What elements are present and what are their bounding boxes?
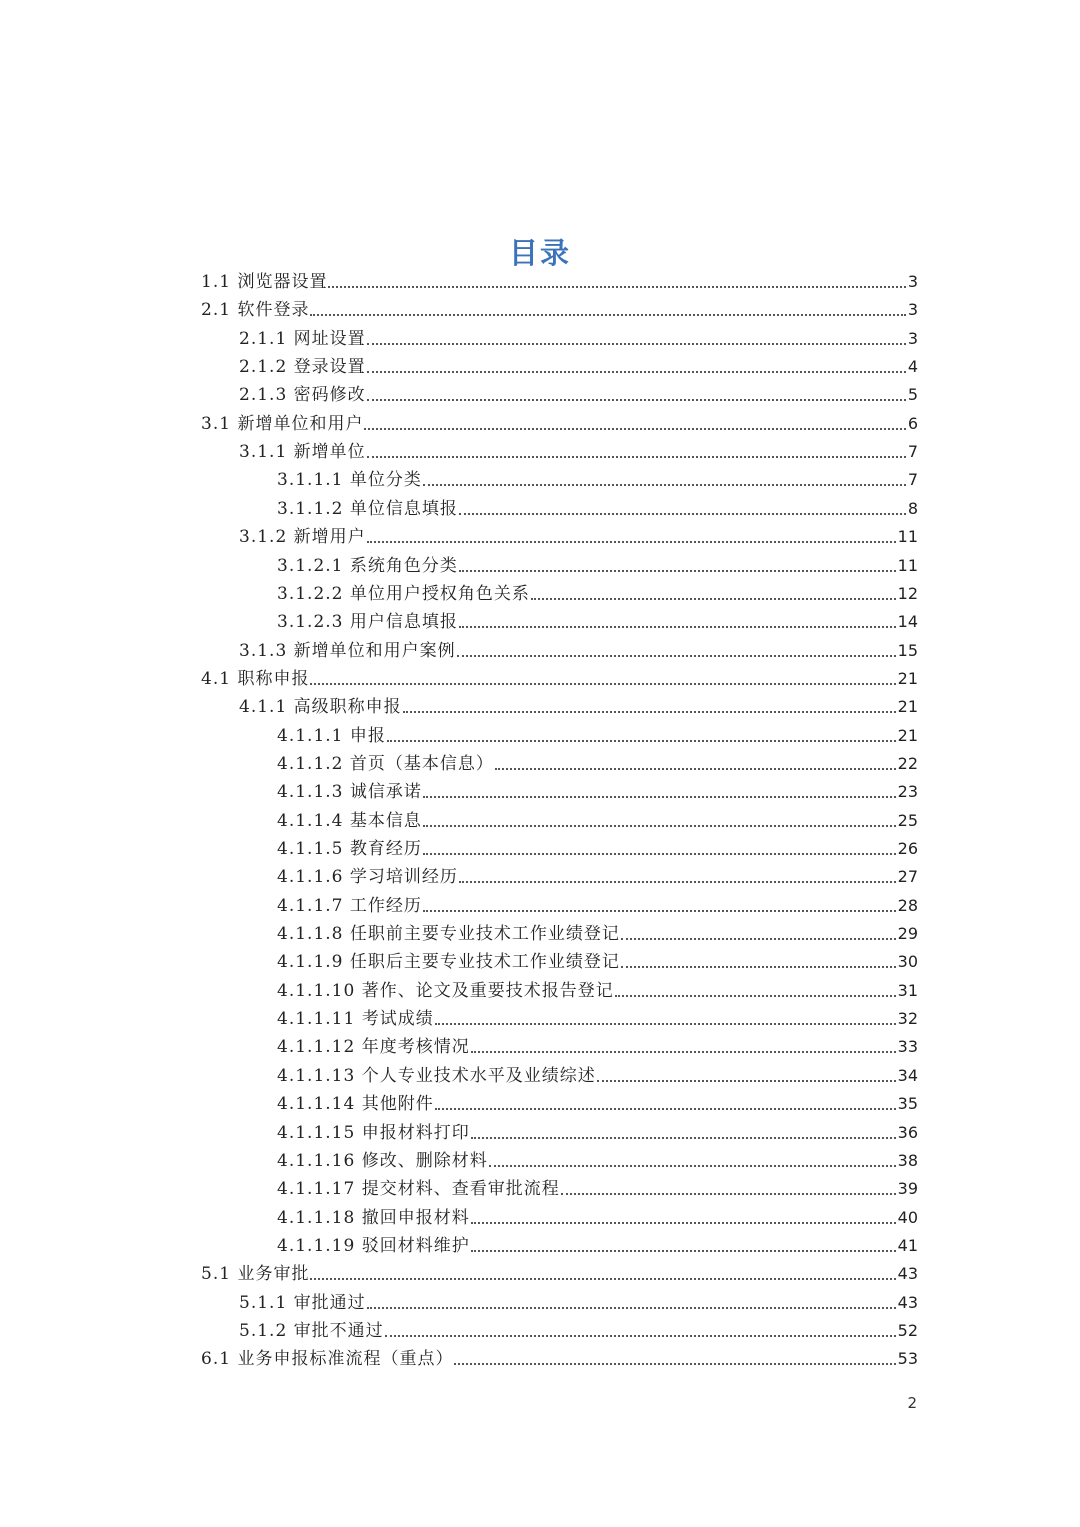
toc-entry[interactable] xyxy=(277,1030,918,1058)
toc-entry-page: 26 xyxy=(897,839,918,858)
toc-entry-title: 4.1 职称申报 xyxy=(201,668,310,689)
toc-entry-title: 4.1.1.3 诚信承诺 xyxy=(277,782,422,803)
toc-entry[interactable] xyxy=(201,407,918,435)
toc-entry-title: 3.1 新增单位和用户 xyxy=(201,413,364,434)
toc-entry-page: 28 xyxy=(897,895,918,915)
toc-entry[interactable] xyxy=(277,974,918,1002)
toc-dot-leader xyxy=(561,1193,896,1195)
toc-entry[interactable] xyxy=(277,719,918,747)
toc-entry-title: 3.1.2.1 系统角色分类 xyxy=(277,555,458,576)
toc-dot-leader xyxy=(457,655,896,657)
toc-entry[interactable] xyxy=(277,1059,918,1087)
toc-entry[interactable] xyxy=(239,1286,918,1314)
toc-entry-page: 29 xyxy=(897,924,918,944)
toc-entry-page: 30 xyxy=(897,952,918,972)
toc-entry[interactable] xyxy=(239,378,918,406)
toc-entry[interactable] xyxy=(201,662,918,690)
toc-entry-page: 3 xyxy=(907,300,918,320)
toc-dot-leader xyxy=(459,513,906,515)
toc-entry-page: 32 xyxy=(897,1009,918,1029)
toc-dot-leader xyxy=(423,484,906,486)
page-number: 2 xyxy=(907,1394,917,1412)
toc-entry-title: 3.1.1.1 单位分类 xyxy=(277,470,422,491)
toc-entry-page: 27 xyxy=(897,867,918,887)
toc-entry-page: 52 xyxy=(897,1320,918,1340)
toc-entry-page: 14 xyxy=(897,612,918,632)
toc-entry-title: 4.1.1.19 驳回材料维护 xyxy=(277,1235,470,1256)
toc-dot-leader xyxy=(495,768,896,770)
toc-entry-page: 11 xyxy=(897,555,918,575)
toc-entry-title: 3.1.3 新增单位和用户案例 xyxy=(239,640,456,661)
toc-entry[interactable] xyxy=(239,350,918,378)
toc-entry-page: 11 xyxy=(897,527,918,547)
toc-entry[interactable] xyxy=(277,1229,918,1257)
toc-entry-title: 3.1.2 新增用户 xyxy=(239,527,366,548)
toc-entry-title: 5.1 业务审批 xyxy=(201,1264,310,1285)
toc-entry-page: 3 xyxy=(907,272,918,291)
toc-entry-page: 4 xyxy=(907,357,918,377)
toc-dot-leader xyxy=(597,1080,896,1082)
toc-dot-leader xyxy=(489,1165,896,1167)
toc-entry-title: 4.1.1.8 任职前主要专业技术工作业绩登记 xyxy=(277,924,620,945)
toc-entry-title: 1.1 浏览器设置 xyxy=(201,272,328,292)
toc-entry[interactable] xyxy=(201,1257,918,1285)
toc-dot-leader xyxy=(367,399,906,401)
toc-entry[interactable] xyxy=(277,492,918,520)
toc-dot-leader xyxy=(385,1335,896,1337)
toc-entry-title: 4.1.1.2 首页（基本信息） xyxy=(277,753,494,774)
toc-dot-leader xyxy=(364,428,905,430)
toc-dot-leader xyxy=(435,1108,896,1110)
toc-entry-title: 4.1.1.6 学习培训经历 xyxy=(277,867,458,888)
toc-dot-leader xyxy=(423,910,896,912)
toc-entry-page: 3 xyxy=(907,328,918,348)
toc-entry-title: 3.1.1 新增单位 xyxy=(239,442,366,463)
toc-entry[interactable] xyxy=(201,1342,918,1370)
toc-entry-page: 8 xyxy=(907,498,918,518)
toc-entry-page: 53 xyxy=(897,1349,918,1369)
toc-entry[interactable] xyxy=(239,322,918,350)
toc-entry-title: 5.1.2 审批不通过 xyxy=(239,1320,384,1341)
toc-entry[interactable] xyxy=(277,832,918,860)
toc-dot-leader xyxy=(367,371,906,373)
toc-entry-title: 3.1.1.2 单位信息填报 xyxy=(277,498,458,519)
toc-entry-title: 4.1.1.9 任职后主要专业技术工作业绩登记 xyxy=(277,952,620,973)
toc-dot-leader xyxy=(459,881,896,883)
toc-dot-leader xyxy=(310,1278,895,1280)
toc-dot-leader xyxy=(367,456,906,458)
toc-entry-title: 4.1.1.12 年度考核情况 xyxy=(277,1037,470,1058)
toc-entry[interactable] xyxy=(201,265,918,293)
toc-entry-title: 4.1.1.10 著作、论文及重要技术报告登记 xyxy=(277,980,614,1001)
toc-entry-page: 21 xyxy=(897,725,918,745)
toc-dot-leader xyxy=(454,1363,895,1365)
toc-entry[interactable] xyxy=(239,634,918,662)
toc-entry-page: 31 xyxy=(897,980,918,1000)
toc-dot-leader xyxy=(435,1023,896,1025)
toc-dot-leader xyxy=(387,740,896,742)
toc-dot-leader xyxy=(621,938,896,940)
toc-entry[interactable] xyxy=(277,1172,918,1200)
toc-dot-leader xyxy=(459,626,896,628)
toc-entry-page: 33 xyxy=(897,1037,918,1057)
toc-entry-title: 4.1.1.4 基本信息 xyxy=(277,810,422,831)
toc-entry-page: 7 xyxy=(907,470,918,490)
toc-dot-leader xyxy=(615,995,896,997)
toc-entry-page: 21 xyxy=(897,697,918,717)
toc-entry-title: 4.1.1.14 其他附件 xyxy=(277,1094,434,1115)
toc-entry[interactable] xyxy=(277,860,918,888)
toc-entry[interactable] xyxy=(277,889,918,917)
toc-entry-page: 23 xyxy=(897,782,918,802)
toc-entry[interactable] xyxy=(277,1002,918,1030)
toc-entry-title: 3.1.2.3 用户信息填报 xyxy=(277,612,458,633)
toc-entry[interactable] xyxy=(277,1087,918,1115)
toc-entry-page: 15 xyxy=(897,640,918,660)
toc-dot-leader xyxy=(471,1250,896,1252)
toc-entry-page: 22 xyxy=(897,753,918,773)
toc-title: 目录 xyxy=(508,236,571,271)
toc-entry[interactable] xyxy=(277,577,918,605)
toc-entry-title: 4.1.1.11 考试成绩 xyxy=(277,1009,434,1030)
toc-entry-page: 43 xyxy=(897,1264,918,1284)
toc-dot-leader xyxy=(471,1222,896,1224)
toc-entry-page: 34 xyxy=(897,1065,918,1085)
toc-entry-page: 12 xyxy=(897,583,918,603)
toc-entry-page: 21 xyxy=(897,668,918,688)
toc-dot-leader xyxy=(621,966,896,968)
toc-entry[interactable] xyxy=(277,463,918,491)
toc-entry-title: 2.1.2 登录设置 xyxy=(239,357,366,378)
toc-entry[interactable] xyxy=(277,549,918,577)
toc-dot-leader xyxy=(328,286,905,288)
toc-dot-leader xyxy=(403,711,896,713)
toc-entry[interactable] xyxy=(277,804,918,832)
toc-entry[interactable] xyxy=(277,605,918,633)
toc-entry-page: 7 xyxy=(907,442,918,462)
toc-entry[interactable] xyxy=(277,945,918,973)
toc-entry-title: 3.1.2.2 单位用户授权角色关系 xyxy=(277,583,530,604)
toc-dot-leader xyxy=(471,1137,896,1139)
toc-entry[interactable] xyxy=(201,293,918,321)
toc-entry-page: 35 xyxy=(897,1094,918,1114)
toc-dot-leader xyxy=(459,570,896,572)
toc-dot-leader xyxy=(423,825,896,827)
toc-entry[interactable] xyxy=(277,775,918,803)
toc-entry-title: 4.1.1 高级职称申报 xyxy=(239,697,402,718)
toc-entry-title: 2.1.3 密码修改 xyxy=(239,385,366,406)
toc-entry[interactable] xyxy=(277,1144,918,1172)
toc-dot-leader xyxy=(367,541,896,543)
toc-entry-title: 4.1.1.5 教育经历 xyxy=(277,839,422,859)
toc-dot-leader xyxy=(310,683,895,685)
toc-entry-page: 5 xyxy=(907,385,918,405)
toc-entry[interactable] xyxy=(239,1314,918,1342)
toc-entry-page: 25 xyxy=(897,810,918,830)
toc-entry-page: 38 xyxy=(897,1150,918,1170)
toc-entry-page: 36 xyxy=(897,1122,918,1142)
toc-entry[interactable] xyxy=(239,520,918,548)
toc-entry-title: 4.1.1.17 提交材料、查看审批流程 xyxy=(277,1179,560,1200)
toc-dot-leader xyxy=(310,314,905,316)
toc-entry-title: 4.1.1.1 申报 xyxy=(277,725,386,746)
toc-entry-title: 2.1 软件登录 xyxy=(201,300,310,321)
toc-dot-leader xyxy=(367,343,906,345)
toc-entry[interactable] xyxy=(239,690,918,718)
toc-entry-title: 5.1.1 审批通过 xyxy=(239,1292,366,1313)
toc-entry[interactable] xyxy=(277,747,918,775)
toc-dot-leader xyxy=(367,1307,896,1309)
toc-entry-page: 39 xyxy=(897,1179,918,1199)
toc-entry[interactable] xyxy=(239,435,918,463)
toc-dot-leader xyxy=(531,598,896,600)
toc-entry[interactable] xyxy=(277,1116,918,1144)
toc-entry[interactable] xyxy=(277,1201,918,1229)
toc-dot-leader xyxy=(423,796,896,798)
toc-entry-title: 6.1 业务申报标准流程（重点） xyxy=(201,1349,454,1370)
toc-entry-page: 41 xyxy=(897,1235,918,1255)
toc-entry-page: 43 xyxy=(897,1292,918,1312)
toc-entry-title: 2.1.1 网址设置 xyxy=(239,328,366,349)
toc-entry-title: 4.1.1.7 工作经历 xyxy=(277,895,422,916)
toc-entry-title: 4.1.1.15 申报材料打印 xyxy=(277,1122,470,1143)
toc-dot-leader xyxy=(471,1051,896,1053)
toc-entry-page: 40 xyxy=(897,1207,918,1227)
toc-entry-title: 4.1.1.13 个人专业技术水平及业绩综述 xyxy=(277,1065,596,1086)
toc-entry-title: 4.1.1.18 撤回申报材料 xyxy=(277,1207,470,1228)
toc-entry[interactable] xyxy=(277,917,918,945)
toc-dot-leader xyxy=(423,853,896,855)
toc-entry-page: 6 xyxy=(907,413,918,433)
toc-entry-title: 4.1.1.16 修改、删除材料 xyxy=(277,1150,488,1171)
